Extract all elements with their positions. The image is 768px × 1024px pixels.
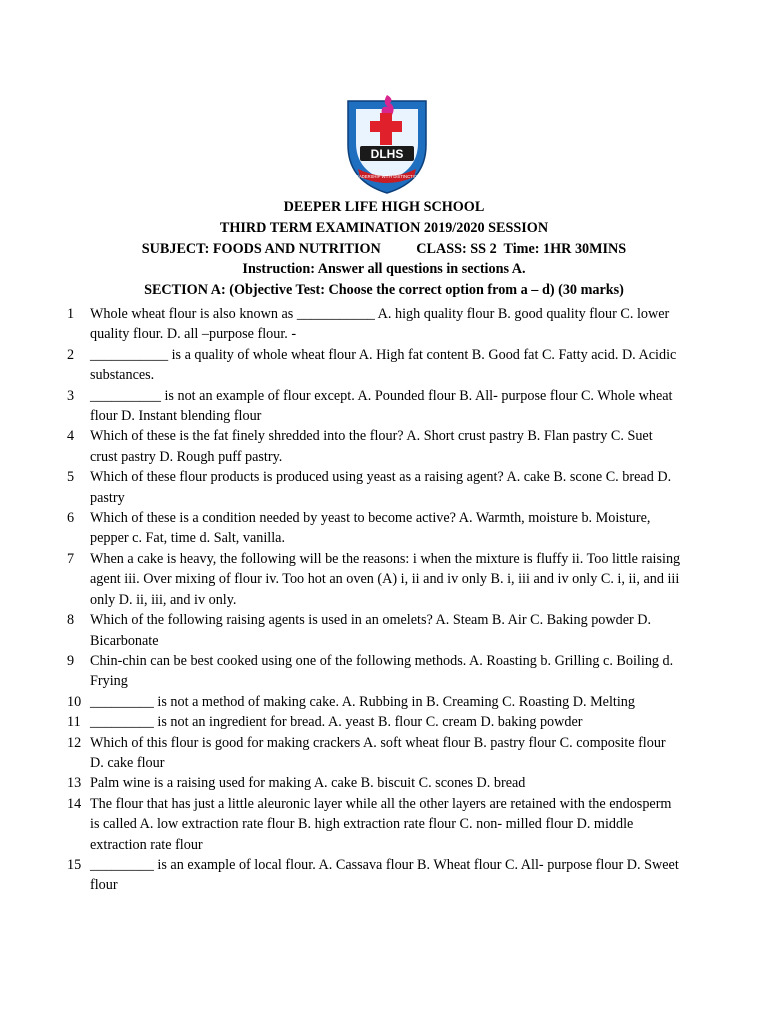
subject-class-time: SUBJECT: FOODS AND NUTRITION CLASS: SS 2 Time: 1HR 30MINS (141, 240, 627, 257)
question-text: Which of this flour is good for making crackers A. soft wheat flour B. pastry flour C. composite flour D. cake flour (90, 734, 666, 771)
question-item (0, 692, 768, 712)
question-number: 1 (67, 306, 75, 322)
question-number: 7 (67, 550, 75, 567)
crest-motto: LEADERSHIP WITH DISTINCTION (353, 174, 421, 179)
exam-header (0, 197, 768, 301)
question-text: _________ is not an ingredient for bread. A. yeast B. flour C. cream D. baking powder (90, 714, 583, 731)
section-heading: SECTION A: (Objective Test: Choose the correct option from a – d) (30 marks) (144, 282, 624, 299)
question-number: 2 (67, 346, 75, 363)
question-text: Palm wine is a raising used for making A. cake B. biscuit C. scones D. bread (90, 775, 526, 792)
question-item (0, 794, 768, 855)
school-crest-logo (342, 93, 432, 195)
question-item (0, 386, 768, 427)
question-item (0, 855, 768, 896)
question-number: 13 (67, 775, 82, 792)
question-item (0, 733, 768, 774)
question-item (0, 304, 768, 345)
school-name: DEEPER LIFE HIGH SCHOOL (283, 199, 485, 215)
question-text: ___________ is a quality of whole wheat flour A. High fat content B. Good fat C. Fatty acid. D. Acidic substances. (90, 346, 677, 384)
question-number: 9 (67, 652, 75, 669)
exam-title: THIRD TERM EXAMINATION 2019/2020 SESSION (219, 219, 549, 236)
question-text: __________ is not an example of flour except. A. Pounded flour B. All- purpose flour C. Whole wheat flour D. Instant blending flour (90, 387, 673, 425)
question-text: The flour that has just a little aleuronic layer while all the other layers are retained with the endosperm is called A. low extraction rate flour B. high extraction rate flour C. non- milled flour D. middle extraction rate flour (90, 795, 672, 853)
question-text: Which of these flour products is produced using yeast as a raising agent? A. cake B. scone C. bread D. pastry (90, 469, 672, 506)
question-text: Which of these is a condition needed by yeast to become active? A. Warmth, moisture b. Moisture, pepper c. Fat, time d. Salt, vanilla. (90, 510, 651, 547)
question-number: 4 (67, 428, 75, 445)
instruction: Instruction: Answer all questions in sections A. (242, 261, 526, 278)
question-number: 11 (67, 714, 81, 731)
question-item (0, 345, 768, 386)
question-item (0, 467, 768, 508)
question-number: 10 (67, 693, 82, 710)
question-text: _________ is not a method of making cake. A. Rubbing in B. Creaming C. Roasting D. Melting (90, 693, 635, 710)
question-item (0, 712, 768, 732)
question-item (0, 651, 768, 692)
question-text: Which of these is the fat finely shredded into the flour? A. Short crust pastry B. Flan pastry C. Suet crust pastry D. Rough puff pastry. (90, 428, 653, 465)
question-number: 15 (67, 856, 82, 873)
question-item (0, 773, 768, 793)
question-item (0, 508, 768, 549)
question-number: 8 (67, 612, 75, 629)
question-number: 6 (67, 510, 75, 527)
question-number: 5 (67, 469, 75, 486)
question-list (0, 304, 768, 896)
question-item (0, 549, 768, 610)
question-item (0, 610, 768, 651)
question-text: When a cake is heavy, the following will be the reasons: i when the mixture is fluffy ii. Too little raising agent iii. Over mixing of flour iv. Too hot an oven (A) i, ii and iv only B. i, iii and iv only C. i, ii, and iii only D. ii, iii, and iv only. (90, 550, 681, 608)
question-number: 3 (67, 387, 75, 404)
question-text: Chin-chin can be best cooked using one of the following methods. A. Roasting b. Grilling c. Boiling d. Frying (90, 652, 674, 690)
question-item (0, 426, 768, 467)
question-text: Which of the following raising agents is used in an omelets? A. Steam B. Air C. Baking powder D. Bicarbonate (90, 612, 652, 649)
red-cross-horizontal (370, 121, 402, 132)
question-text: _________ is an example of local flour. A. Cassava flour B. Wheat flour C. All- purpose flour D. Sweet flour (90, 856, 679, 894)
question-number: 12 (67, 734, 82, 751)
question-number: 14 (67, 795, 82, 812)
crest-initials: DLHS (370, 147, 404, 161)
question-text: Whole wheat flour is also known as ___________ A. high quality flour B. good quality flour C. lower quality flour. D. all –purpose flour. - (90, 306, 670, 343)
